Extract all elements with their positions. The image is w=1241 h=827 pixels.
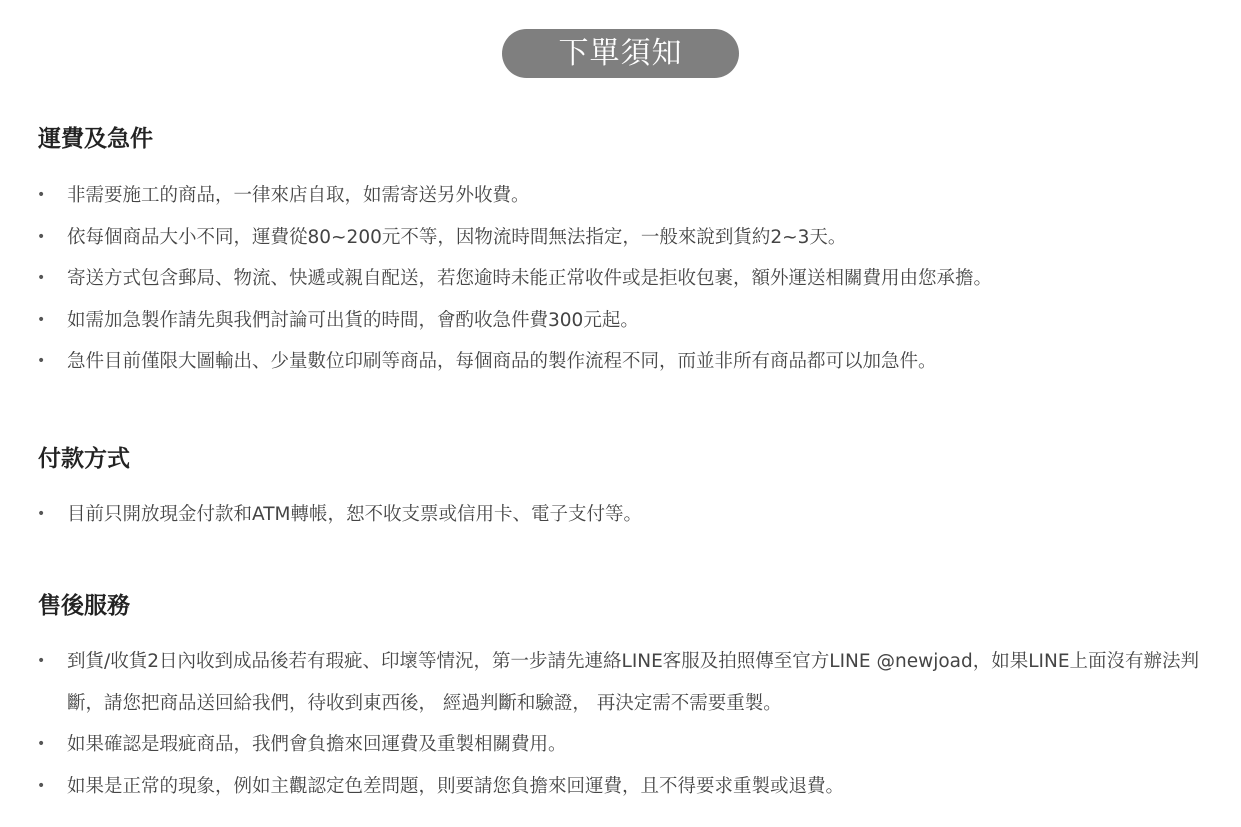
bullet-icon: •: [37, 270, 46, 286]
bullet-icon: •: [37, 736, 46, 752]
list-item-text: 如果是正常的現象，例如主觀認定色差問題，則要請您負擔來回運費，且不得要求重製或退費。: [67, 775, 845, 797]
list-item: [0, 641, 1241, 724]
list-item: [0, 175, 1241, 217]
payment-list: [0, 494, 1241, 536]
list-item: [0, 258, 1241, 300]
bullet-icon: •: [37, 311, 46, 328]
list-item: [0, 341, 1241, 383]
list-item-text: 寄送方式包含郵局、物流、快遞或親自配送，若您逾時未能正常收件或是拒收包裹，額外運送相關費用由您承擔。: [67, 268, 993, 289]
list-item-text: 非需要施工的商品，一律來店自取，如需寄送另外收費。: [67, 185, 530, 206]
list-item-text: 到貨/收貨2日內收到成品後若有瑕疵、印壞等情況，第一步請先連絡LINE客服及拍照傳至官方LINE @newjoad，如果LINE上面沒有辦法判斷，請您把商品送回給我們，待收到東西後， 經過判斷和驗證， 再決定需不需要重製。: [67, 651, 1200, 714]
bullet-icon: •: [37, 187, 46, 203]
bullet-icon: •: [37, 653, 46, 669]
section-heading-payment: 付款方式: [38, 446, 130, 472]
bullet-icon: •: [37, 228, 46, 245]
bullet-icon: •: [37, 777, 46, 794]
list-item: [0, 300, 1241, 342]
bullet-icon: •: [37, 506, 46, 522]
list-item-text: 目前只開放現金付款和ATM轉帳，恕不收支票或信用卡、電子支付等。: [67, 504, 642, 525]
page-title: 下單須知: [502, 29, 739, 78]
section-heading-shipping: 運費及急件: [38, 126, 153, 152]
list-item: [0, 724, 1241, 766]
list-item-text: 依每個商品大小不同，運費從80~200元不等，因物流時間無法指定，一般來說到貨約2~3天。: [67, 226, 847, 248]
section-heading-after-sales: 售後服務: [38, 593, 130, 619]
bullet-icon: •: [37, 353, 46, 369]
list-item: [0, 766, 1241, 808]
list-item: [0, 217, 1241, 259]
list-item: [0, 494, 1241, 536]
list-item-text: 如果確認是瑕疵商品，我們會負擔來回運費及重製相關費用。: [67, 734, 567, 755]
shipping-list: [0, 175, 1241, 383]
list-item-text: 急件目前僅限大圖輸出、少量數位印刷等商品，每個商品的製作流程不同，而並非所有商品都可以加急件。: [67, 351, 937, 372]
after-sales-list: [0, 641, 1241, 807]
list-item-text: 如需加急製作請先與我們討論可出貨的時間，會酌收急件費300元起。: [67, 309, 639, 331]
